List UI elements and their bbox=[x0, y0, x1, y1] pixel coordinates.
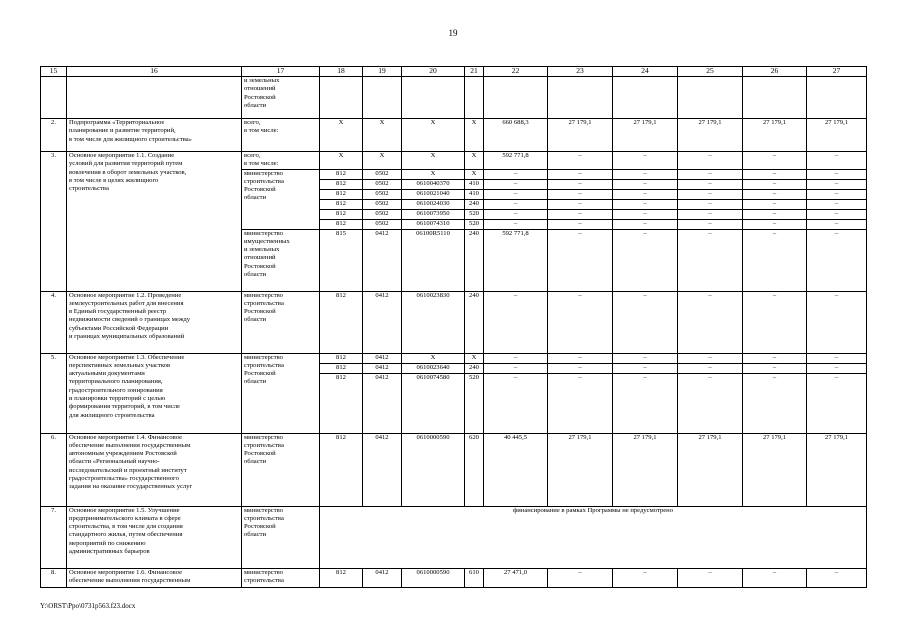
table-row bbox=[41, 119, 867, 152]
header-cell: 19 bbox=[363, 67, 402, 77]
value-cell: 520 bbox=[465, 219, 484, 229]
value-cell: 0412 bbox=[363, 353, 402, 363]
value-cell: – bbox=[743, 373, 807, 433]
value-cell: 0610040370 bbox=[402, 179, 465, 189]
value-cell: – bbox=[743, 353, 807, 363]
value-cell: – bbox=[484, 209, 548, 219]
value-cell: 812 bbox=[320, 209, 363, 219]
value-cell: 0610000590 bbox=[402, 433, 465, 506]
header-row bbox=[41, 67, 867, 77]
value-cell: – bbox=[807, 169, 867, 179]
value-cell: – bbox=[678, 568, 743, 587]
program-name: Основное мероприятие 1.5. Улучшение предпринимательского климата в сфере строительства, в том числе для создания стандартного жилья, путем обеспечения мероприятий по снижению административных барьеров bbox=[67, 506, 242, 568]
value-cell: – bbox=[484, 373, 548, 433]
header-cell: 17 bbox=[242, 67, 320, 77]
value-cell: – bbox=[807, 363, 867, 373]
executor-cell: министерство строительства Ростовской области bbox=[242, 353, 320, 433]
row-number: 7. bbox=[41, 506, 67, 568]
value-cell: – bbox=[548, 229, 613, 291]
header-cell: 18 bbox=[320, 67, 363, 77]
value-cell: – bbox=[613, 229, 678, 291]
value-cell: 812 bbox=[320, 433, 363, 506]
header-cell: 23 bbox=[548, 67, 613, 77]
value-cell: 27 179,1 bbox=[548, 433, 613, 506]
value-cell: 240 bbox=[465, 291, 484, 353]
value-cell: – bbox=[743, 291, 807, 353]
value-cell: – bbox=[484, 189, 548, 199]
program-name: Подпрограмма «Территориальное планирование и развитие территорий, в том числе для жилищного строительства» bbox=[67, 119, 242, 152]
value-cell: 815 bbox=[320, 229, 363, 291]
value-cell: 0412 bbox=[363, 291, 402, 353]
value-cell: – bbox=[743, 152, 807, 170]
value-cell: – bbox=[678, 373, 743, 433]
executor-cell: министерство строительства Ростовской области bbox=[242, 169, 320, 229]
value-cell: 0502 bbox=[363, 169, 402, 179]
value-cell: – bbox=[613, 189, 678, 199]
value-cell: – bbox=[548, 152, 613, 170]
value-cell: 812 bbox=[320, 169, 363, 179]
value-cell: – bbox=[548, 199, 613, 209]
value-cell: 0610074310 bbox=[402, 219, 465, 229]
budget-table bbox=[40, 66, 867, 588]
value-cell: – bbox=[613, 179, 678, 189]
value-cell: – bbox=[548, 568, 613, 587]
value-cell: 27 179,1 bbox=[807, 119, 867, 152]
value-cell: – bbox=[807, 179, 867, 189]
table-row bbox=[41, 291, 867, 353]
value-cell: 520 bbox=[465, 209, 484, 219]
value-cell: 592 771,8 bbox=[484, 152, 548, 170]
value-cell: Х bbox=[402, 169, 465, 179]
value-cell: – bbox=[807, 229, 867, 291]
value-cell: – bbox=[613, 568, 678, 587]
value-cell: – bbox=[548, 189, 613, 199]
table-row bbox=[41, 433, 867, 506]
value-cell: – bbox=[678, 353, 743, 363]
value-cell: – bbox=[807, 568, 867, 587]
row-number: 4. bbox=[41, 291, 67, 353]
value-cell: – bbox=[807, 353, 867, 363]
value-cell: 27 179,1 bbox=[743, 433, 807, 506]
value-cell: – bbox=[743, 229, 807, 291]
program-name: Основное мероприятие 1.6. Финансовое обеспечение выполнения государственным bbox=[67, 568, 242, 587]
value-cell: 0610000590 bbox=[402, 568, 465, 587]
value-cell: Х bbox=[320, 152, 363, 170]
value-cell: 660 688,3 bbox=[484, 119, 548, 152]
value-cell: – bbox=[743, 209, 807, 219]
value-cell: – bbox=[743, 189, 807, 199]
value-cell: 812 bbox=[320, 179, 363, 189]
program-name: Основное мероприятие 1.3. Обеспечение перспективных земельных участков актуальными документами территориального планирования, градостроительного зонирования и планировки территорий с целью формирования территорий, в том числе для жилищного строительства bbox=[67, 353, 242, 433]
value-cell: – bbox=[743, 179, 807, 189]
value-cell: – bbox=[613, 169, 678, 179]
row-number: 5. bbox=[41, 353, 67, 433]
value-cell: 27 179,1 bbox=[613, 119, 678, 152]
value-cell: 0412 bbox=[363, 363, 402, 373]
value-cell: – bbox=[678, 199, 743, 209]
header-cell: 27 bbox=[807, 67, 867, 77]
row-number: 8. bbox=[41, 568, 67, 587]
value-cell: 812 bbox=[320, 199, 363, 209]
value-cell: 410 bbox=[465, 179, 484, 189]
value-cell: 0502 bbox=[363, 189, 402, 199]
header-cell: 15 bbox=[41, 67, 67, 77]
value-cell: – bbox=[548, 209, 613, 219]
header-cell: 21 bbox=[465, 67, 484, 77]
executor-cell: министерство имущественных и земельных отношений Ростовской области bbox=[242, 229, 320, 291]
value-cell: 0502 bbox=[363, 199, 402, 209]
value-cell: – bbox=[613, 353, 678, 363]
value-cell: 27 471,0 bbox=[484, 568, 548, 587]
value-cell: 0412 bbox=[363, 568, 402, 587]
value-cell: – bbox=[743, 199, 807, 209]
value-cell: 06100R5110 bbox=[402, 229, 465, 291]
value-cell: 27 179,1 bbox=[678, 433, 743, 506]
value-cell: 812 bbox=[320, 291, 363, 353]
value-cell: 240 bbox=[465, 229, 484, 291]
value-cell: – bbox=[484, 291, 548, 353]
table-row bbox=[41, 568, 867, 587]
value-cell: 520 bbox=[465, 373, 484, 433]
value-cell: 620 bbox=[465, 433, 484, 506]
executor-cell: всего, в том числе: bbox=[242, 119, 320, 152]
value-cell: – bbox=[678, 229, 743, 291]
value-cell: – bbox=[548, 179, 613, 189]
table-row bbox=[41, 506, 867, 568]
value-cell: – bbox=[613, 209, 678, 219]
executor-cell: министерство строительства Ростовской области bbox=[242, 506, 320, 568]
table-row bbox=[41, 353, 867, 363]
value-cell: – bbox=[548, 373, 613, 433]
value-cell: 812 bbox=[320, 363, 363, 373]
value-cell: 592 771,8 bbox=[484, 229, 548, 291]
value-cell: 27 179,1 bbox=[613, 433, 678, 506]
value-cell: 0610023830 bbox=[402, 291, 465, 353]
value-cell: 240 bbox=[465, 199, 484, 209]
value-cell: – bbox=[743, 169, 807, 179]
row-number: 6. bbox=[41, 433, 67, 506]
value-cell: 812 bbox=[320, 189, 363, 199]
value-cell: 610 bbox=[465, 568, 484, 587]
header-cell: 26 bbox=[743, 67, 807, 77]
value-cell: – bbox=[548, 219, 613, 229]
value-cell: – bbox=[678, 219, 743, 229]
value-cell: Х bbox=[320, 119, 363, 152]
value-cell: 27 179,1 bbox=[807, 433, 867, 506]
value-cell: 0610074580 bbox=[402, 373, 465, 433]
value-cell: 0502 bbox=[363, 219, 402, 229]
row-number: 3. bbox=[41, 152, 67, 292]
value-cell: 27 179,1 bbox=[678, 119, 743, 152]
value-cell: 812 bbox=[320, 373, 363, 433]
value-cell: – bbox=[807, 291, 867, 353]
value-cell: – bbox=[678, 179, 743, 189]
table-row bbox=[41, 152, 867, 170]
value-cell: 0610021040 bbox=[402, 189, 465, 199]
value-cell: – bbox=[807, 152, 867, 170]
value-cell: – bbox=[484, 353, 548, 363]
value-cell: 0502 bbox=[363, 209, 402, 219]
value-cell: Х bbox=[465, 152, 484, 170]
value-cell: – bbox=[548, 169, 613, 179]
value-cell: – bbox=[807, 199, 867, 209]
executor-cell: министерство строительства Ростовской области bbox=[242, 433, 320, 506]
header-cell: 20 bbox=[402, 67, 465, 77]
file-path-footer: Y:\ORST\Ppo\0731p563.f23.docx bbox=[40, 602, 136, 610]
funding-note: финансирование в рамках Программы не предусмотрено bbox=[320, 506, 867, 568]
header-cell: 22 bbox=[484, 67, 548, 77]
value-cell: – bbox=[484, 219, 548, 229]
executor-cell: и земельных отношений Ростовской области bbox=[242, 77, 320, 119]
value-cell: Х bbox=[402, 152, 465, 170]
value-cell: – bbox=[678, 152, 743, 170]
value-cell: 0502 bbox=[363, 179, 402, 189]
value-cell: Х bbox=[465, 169, 484, 179]
value-cell: – bbox=[807, 373, 867, 433]
value-cell: – bbox=[548, 291, 613, 353]
value-cell: 40 445,5 bbox=[484, 433, 548, 506]
value-cell: – bbox=[613, 291, 678, 353]
value-cell: – bbox=[613, 363, 678, 373]
value-cell: Х bbox=[465, 119, 484, 152]
value-cell: Х bbox=[363, 119, 402, 152]
header-cell: 24 bbox=[613, 67, 678, 77]
program-name: Основное мероприятие 1.2. Проведение землеустроительных работ для внесения в Единый государственный реестр недвижимости сведений о границах между субъектами Российской Федерации и границах муниципальных образований bbox=[67, 291, 242, 353]
value-cell: – bbox=[548, 353, 613, 363]
value-cell: – bbox=[613, 199, 678, 209]
program-name: Основное мероприятие 1.4. Финансовое обеспечение выполнения государственным автономным учреждением Ростовской области «Региональный научно- исследовательский и проектный институт градостроительства» государственного задания на оказание государственных услуг bbox=[67, 433, 242, 506]
value-cell: – bbox=[678, 189, 743, 199]
value-cell: Х bbox=[465, 353, 484, 363]
value-cell: – bbox=[613, 152, 678, 170]
row-number: 2. bbox=[41, 119, 67, 152]
value-cell: 0610073950 bbox=[402, 209, 465, 219]
value-cell: Х bbox=[363, 152, 402, 170]
value-cell: 0610023640 bbox=[402, 363, 465, 373]
value-cell: 0412 bbox=[363, 373, 402, 433]
page-number: 19 bbox=[448, 28, 458, 38]
value-cell: – bbox=[484, 363, 548, 373]
value-cell: – bbox=[743, 568, 807, 587]
value-cell: – bbox=[743, 219, 807, 229]
value-cell: 812 bbox=[320, 568, 363, 587]
value-cell: – bbox=[548, 363, 613, 373]
value-cell: – bbox=[807, 219, 867, 229]
value-cell: – bbox=[613, 219, 678, 229]
value-cell: – bbox=[743, 363, 807, 373]
value-cell: 0412 bbox=[363, 433, 402, 506]
value-cell: – bbox=[484, 169, 548, 179]
value-cell: 812 bbox=[320, 353, 363, 363]
header-cell: 16 bbox=[67, 67, 242, 77]
value-cell: 0412 bbox=[363, 229, 402, 291]
program-name: Основное мероприятие 1.1. Создание условий для развития территорий путем вовлечения в оборот земельных участков, в том числе в целях жилищного строительства bbox=[67, 152, 242, 292]
executor-cell: министерство строительства bbox=[242, 568, 320, 587]
value-cell: Х bbox=[402, 353, 465, 363]
value-cell: – bbox=[807, 189, 867, 199]
value-cell: – bbox=[807, 209, 867, 219]
value-cell: – bbox=[678, 363, 743, 373]
value-cell: 0610024030 bbox=[402, 199, 465, 209]
value-cell: Х bbox=[402, 119, 465, 152]
value-cell: – bbox=[678, 209, 743, 219]
value-cell: – bbox=[613, 373, 678, 433]
value-cell: – bbox=[484, 199, 548, 209]
value-cell: 410 bbox=[465, 189, 484, 199]
header-cell: 25 bbox=[678, 67, 743, 77]
value-cell: 27 179,1 bbox=[548, 119, 613, 152]
value-cell: 240 bbox=[465, 363, 484, 373]
executor-cell: всего, в том числе: bbox=[242, 152, 320, 170]
value-cell: – bbox=[484, 179, 548, 189]
value-cell: 27 179,1 bbox=[743, 119, 807, 152]
value-cell: – bbox=[678, 291, 743, 353]
executor-cell: министерство строительства Ростовской области bbox=[242, 291, 320, 353]
table-row bbox=[41, 77, 867, 119]
value-cell: 812 bbox=[320, 219, 363, 229]
value-cell: – bbox=[678, 169, 743, 179]
